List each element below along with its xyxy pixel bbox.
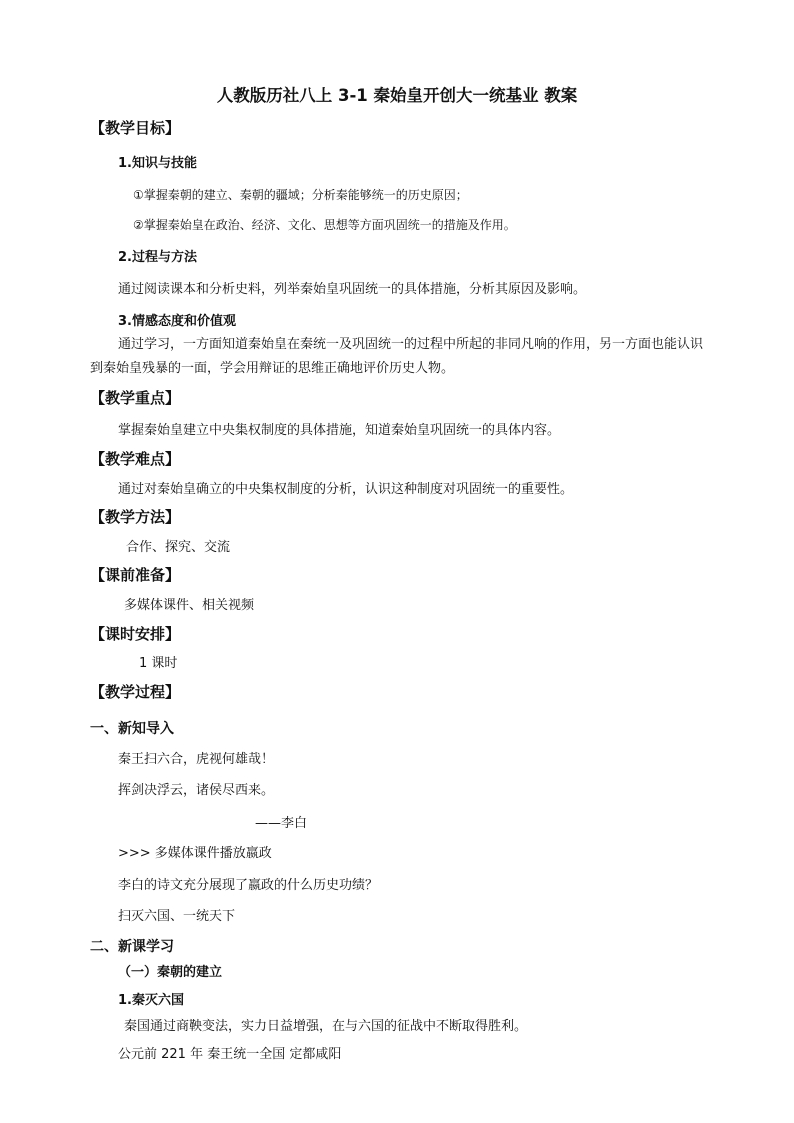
intro-answer: 扫灭六国、一统天下 <box>118 909 236 924</box>
heading-preparation: 【课前准备】 <box>90 566 181 584</box>
preparation-text: 多媒体课件、相关视频 <box>124 598 255 613</box>
subheading-process: 2.过程与方法 <box>118 250 197 265</box>
subheading-attitude: 3.情感态度和价值观 <box>118 314 236 329</box>
lesson-text-1: 秦国通过商鞅变法，实力日益增强，在与六国的征战中不断取得胜利。 <box>124 1019 528 1034</box>
keypoints-text: 掌握秦始皇建立中央集权制度的具体措施，知道秦始皇巩固统一的具体内容。 <box>118 423 561 438</box>
heading-objectives: 【教学目标】 <box>90 119 181 137</box>
subheading-knowledge: 1.知识与技能 <box>118 156 197 171</box>
heading-methods: 【教学方法】 <box>90 508 181 526</box>
section-new-lesson-heading: 二、新课学习 <box>90 939 174 955</box>
section-intro-heading: 一、新知导入 <box>90 721 174 737</box>
knowledge-item-1: ①掌握秦朝的建立、秦朝的疆域；分析秦能够统一的历史原因； <box>133 188 468 202</box>
poem-author: ——李白 <box>255 816 308 831</box>
point-qin-conquers-six: 1.秦灭六国 <box>118 993 184 1008</box>
difficulties-text: 通过对秦始皇确立的中央集权制度的分析，认识这种制度对巩固统一的重要性。 <box>118 482 574 497</box>
heading-teaching-process: 【教学过程】 <box>90 683 181 701</box>
knowledge-item-2: ②掌握秦始皇在政治、经济、文化、思想等方面巩固统一的措施及作用。 <box>133 218 516 232</box>
heading-keypoints: 【教学重点】 <box>90 389 181 407</box>
lesson-text-2: 公元前 221 年 秦王统一全国 定都咸阳 <box>118 1047 342 1062</box>
attitude-text: 通过学习，一方面知道秦始皇在秦统一及巩固统一的过程中所起的非同凡响的作用，另一方面也能认识到秦始皇残暴的一面，学会用辩证的思维正确地评价历史人物。 <box>90 337 704 376</box>
schedule-text: 1 课时 <box>139 656 178 671</box>
process-text: 通过阅读课本和分析史料，列举秦始皇巩固统一的具体措施，分析其原因及影响。 <box>118 282 587 297</box>
heading-difficulties: 【教学难点】 <box>90 450 181 468</box>
intro-question: 李白的诗文充分展现了嬴政的什么历史功绩？ <box>118 878 379 893</box>
poem-line-2: 挥剑决浮云，诸侯尽西来。 <box>118 783 275 798</box>
page-title: 人教版历社八上 3-1 秦始皇开创大一统基业 教案 <box>216 86 578 105</box>
poem-line-1: 秦王扫六合，虎视何雄哉！ <box>118 752 275 767</box>
methods-text: 合作、探究、交流 <box>126 540 231 555</box>
subsection-qin-founding: （一）秦朝的建立 <box>118 965 223 980</box>
media-note: >>> 多媒体课件播放嬴政 <box>118 846 272 861</box>
heading-schedule: 【课时安排】 <box>90 625 181 643</box>
